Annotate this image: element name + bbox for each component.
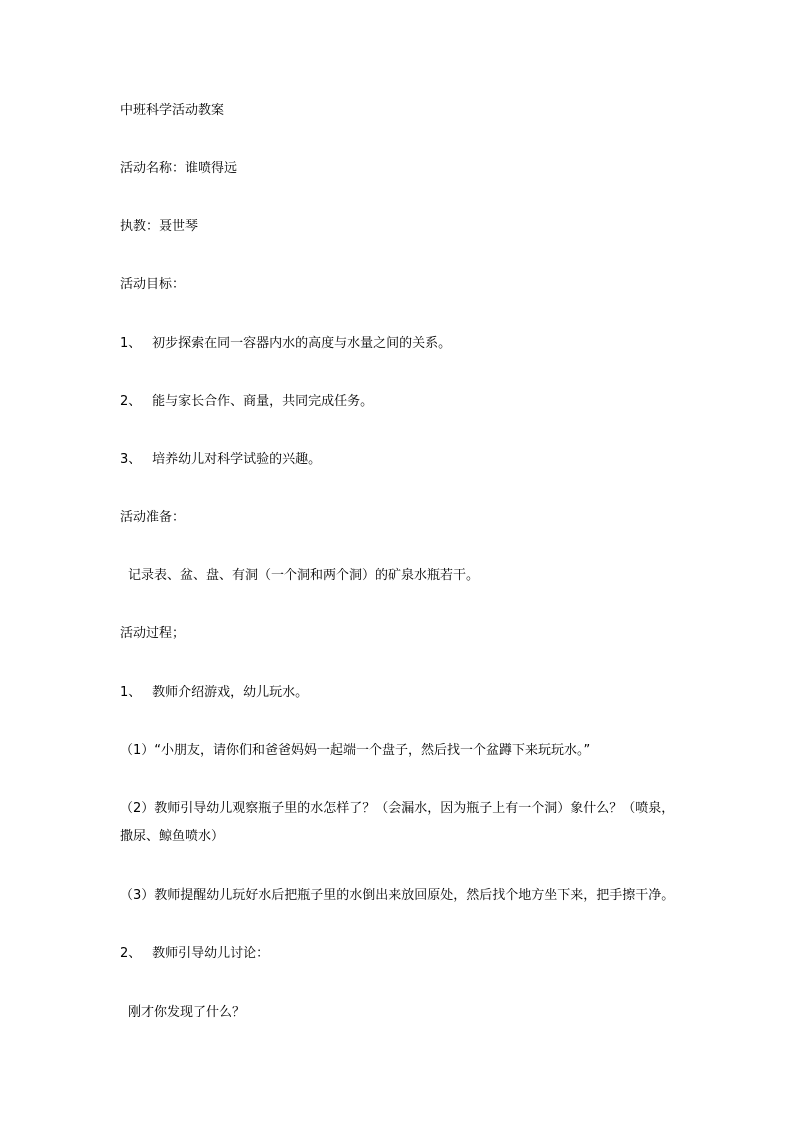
goal-number: 3、 bbox=[120, 452, 142, 467]
prep-text: 记录表、盆、盘、有洞（一个洞和两个洞）的矿泉水瓶若干。 bbox=[128, 568, 480, 583]
goal-number: 2、 bbox=[120, 394, 142, 409]
step-1-item: （3）教师提醒幼儿玩好水后把瓶子里的水倒出来放回原处，然后找个地方坐下来，把手擦干净。 bbox=[120, 888, 675, 903]
step-1-item: （2）教师引导幼儿观察瓶子里的水怎样了？（会漏水，因为瓶子上有一个洞）象什么？（喷泉，撒尿、鲸鱼喷水） bbox=[120, 801, 675, 844]
step-text: 教师介绍游戏，幼儿玩水。 bbox=[152, 685, 309, 700]
step-2 bbox=[120, 946, 269, 962]
goal-text: 初步探索在同一容器内水的高度与水量之间的关系。 bbox=[152, 336, 452, 351]
step-1 bbox=[120, 685, 308, 701]
goal-text: 培养幼儿对科学试验的兴趣。 bbox=[152, 452, 322, 467]
teacher-line: 执教：聂世琴 bbox=[120, 219, 199, 234]
goals-heading: 活动目标： bbox=[120, 277, 186, 292]
goal-number: 1、 bbox=[120, 336, 142, 351]
goal-item bbox=[120, 336, 451, 352]
step-number: 1、 bbox=[120, 685, 142, 700]
step-text: 教师引导幼儿讨论： bbox=[152, 946, 270, 961]
process-heading: 活动过程； bbox=[120, 626, 186, 641]
doc-title: 中班科学活动教案 bbox=[120, 103, 225, 118]
goal-item bbox=[120, 452, 321, 468]
step-1-item: （1）“小朋友，请你们和爸爸妈妈一起端一个盘子，然后找一个盆蹲下来玩玩水。” bbox=[120, 743, 591, 758]
prep-heading: 活动准备： bbox=[120, 510, 186, 525]
question-text: 刚才你发现了什么？ bbox=[128, 1005, 246, 1020]
goal-text: 能与家长合作、商量，共同完成任务。 bbox=[152, 394, 374, 409]
goal-item bbox=[120, 394, 373, 410]
step-number: 2、 bbox=[120, 946, 142, 961]
activity-name: 活动名称：谁喷得远 bbox=[120, 161, 238, 176]
